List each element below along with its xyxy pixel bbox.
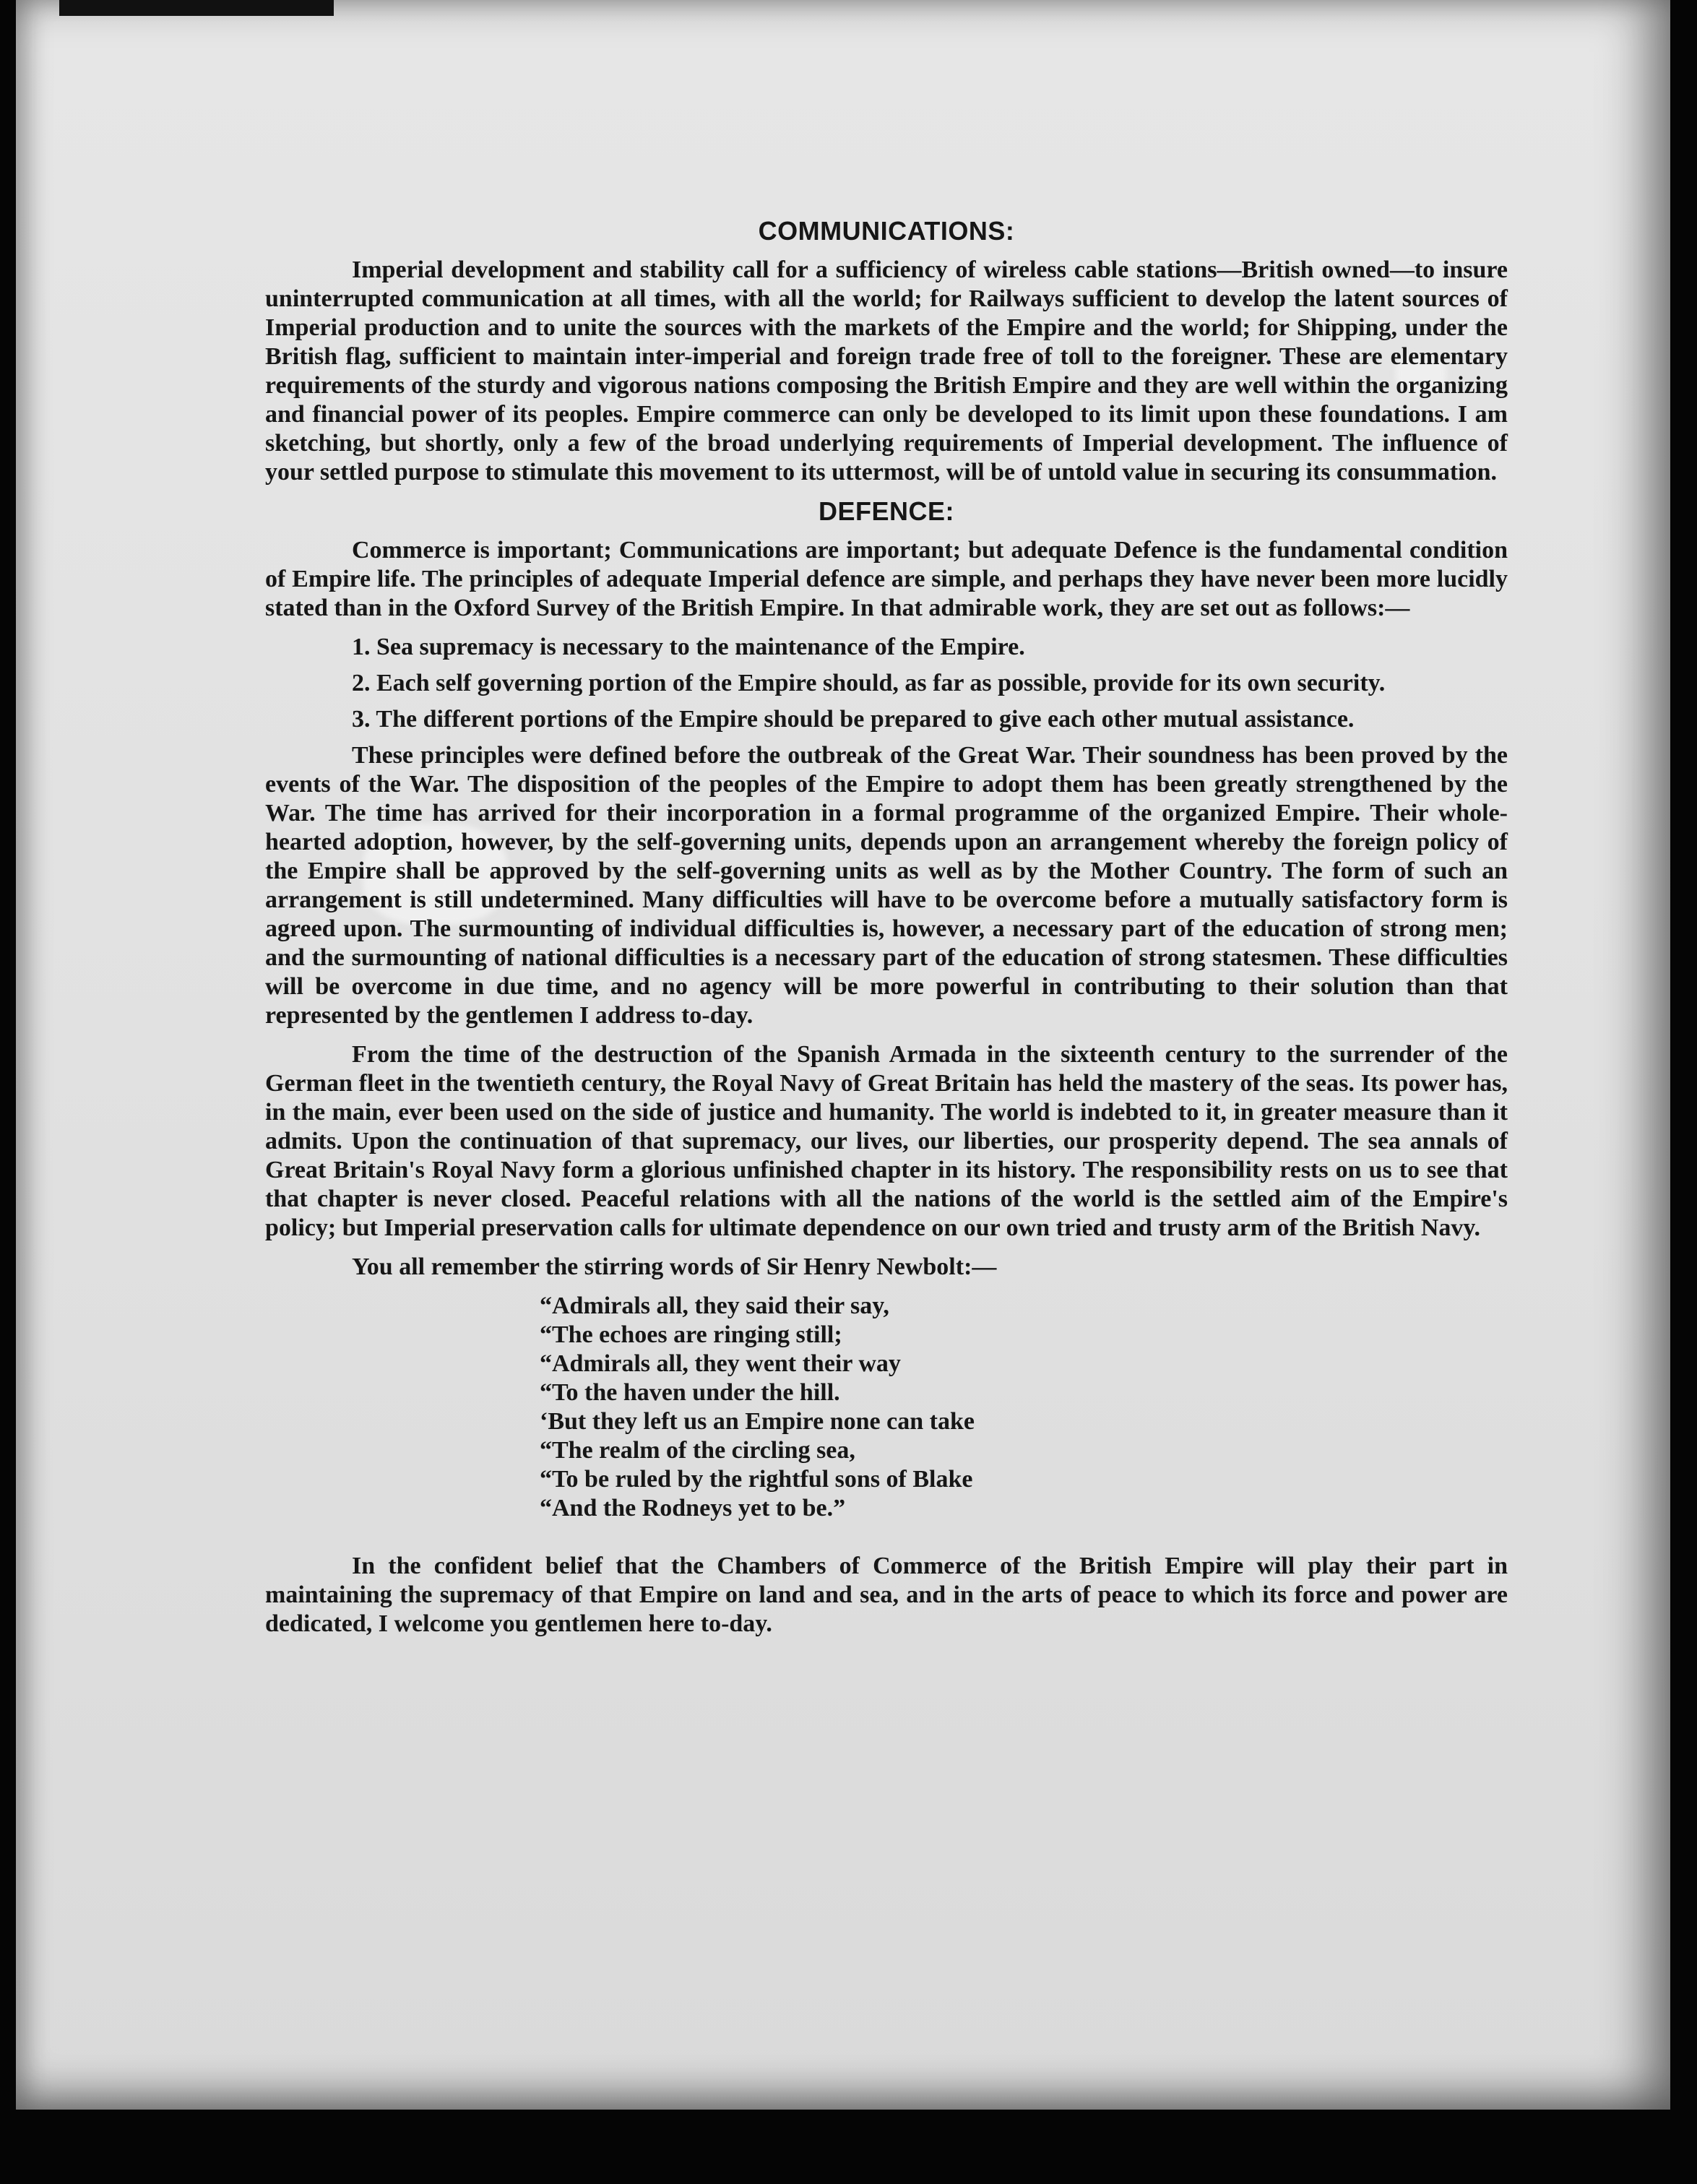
defence-principle-2: 2. Each self governing portion of the Empire should, as far as possible, provide for its own security. [352,670,1386,696]
scan-edge [59,0,334,16]
paragraph-communications: Imperial development and stability call for a sufficiency of wireless cable stations—British owned—to insure uninterrupted communication at all times, with all the world; for Railways sufficient to develop the latent sources of Imperial production and to unite the sources with the markets of the Empire and the world; for Shipping, under the British flag, sufficient to maintain inter-imperial and foreign trade free of toll to the foreigner. These are elementary requirements of the sturdy and vigorous nations composing the British Empire and they are well within the organizing and financial power of its peoples. Empire commerce can only be developed to its limit upon these foundations. I am sketching, but shortly, only a few of the broad underlying requirements of Imperial development. The influence of your settled purpose to stimulate this movement to its uttermost, will be of untold value in securing its consummation. [265,256,1508,485]
defence-principle-1: 1. Sea supremacy is necessary to the maintenance of the Empire. [352,634,1025,660]
poem-line: “Admirals all, they said their say, [540,1292,889,1319]
heading-communications: COMMUNICATIONS: [758,216,1015,246]
poem-line: “And the Rodneys yet to be.” [540,1495,846,1522]
paragraph-principles: These principles were defined before the outbreak of the Great War. Their soundness has been proved by the events of the War. The disposition of the peoples of the Empire to adopt them has been greatly strengthened by the War. The time has arrived for their incorporation in a formal programme of the organized Empire. Their whole-hearted adoption, however, by the self-governing units, depends upon an arrangement whereby the foreign policy of the Empire shall be approved by the self-governing units as well as by the Mother Country. The form of such an arrangement is still undetermined. Many difficulties will have to be overcome before a mutually satisfactory form is agreed upon. The surmounting of individual difficulties is, however, a necessary part of the education of strong men; and the surmounting of national difficulties is a necessary part of the education of strong statesmen. These difficulties will be overcome in due time, and no agency will be more powerful in contributing to their solution than that represented by the gentlemen I address to-day. [265,742,1508,1029]
paragraph-royal-navy: From the time of the destruction of the Spanish Armada in the sixteenth century to the surrender of the German fleet in the twentieth century, the Royal Navy of Great Britain has held the mastery of the seas. Its power has, in the main, ever been used on the side of justice and humanity. The world is indebted to it, in greater measure than it admits. Upon the continuation of that supremacy, our lives, our liberties, our prosperity depend. The sea annals of Great Britain's Royal Navy form a glorious unfinished chapter in its history. The responsibility rests on us to see that that chapter is never closed. Peaceful relations with all the nations of the world is the settled aim of the Empire's policy; but Imperial preservation calls for ultimate dependence on our own tried and trusty arm of the British Navy. [265,1041,1508,1241]
poem-line: “The echoes are ringing still; [540,1321,842,1348]
document-body [265,210,1508,1649]
paragraph-closing: In the confident belief that the Chambers of Commerce of the British Empire will play their part in maintaining the supremacy of that Empire on land and sea, and in the arts of peace to which its force and power are dedicated, I welcome you gentlemen here to-day. [265,1553,1508,1637]
poem [540,1292,1508,1523]
poem-line: “The realm of the circling sea, [540,1437,855,1464]
heading-defence: DEFENCE: [818,496,954,526]
defence-principle-3: 3. The different portions of the Empire should be prepared to give each other mutual assistance. [352,706,1355,733]
poem-line: “To be ruled by the rightful sons of Blake [540,1466,973,1493]
poem-line: ‘But they left us an Empire none can take [540,1408,975,1435]
paragraph-newbolt-intro: You all remember the stirring words of Sir Henry Newbolt:— [352,1253,997,1280]
poem-line: “To the haven under the hill. [540,1379,840,1406]
scanned-page [16,0,1670,2110]
paragraph-defence-intro: Commerce is important; Communications are important; but adequate Defence is the fundamental condition of Empire life. The principles of adequate Imperial defence are simple, and perhaps they have never been more lucidly stated than in the Oxford Survey of the British Empire. In that admirable work, they are set out as follows:— [265,537,1508,621]
poem-line: “Admirals all, they went their way [540,1350,901,1377]
